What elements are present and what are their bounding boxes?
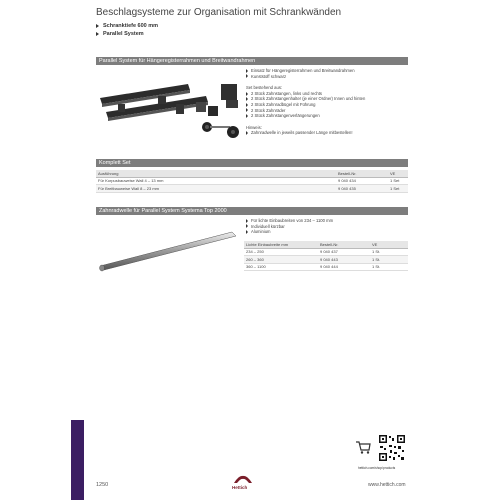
bullet-item: Kunststoff schwarz bbox=[246, 74, 406, 80]
column-header: Ausführung bbox=[96, 170, 336, 177]
table-cell: 9 040 435 bbox=[336, 185, 388, 193]
subtitle-2 bbox=[96, 31, 144, 37]
table-cell: 260 – 360 bbox=[244, 256, 318, 264]
table-cell: 1 St. bbox=[370, 256, 408, 264]
note-heading: Hinweis: bbox=[246, 124, 262, 130]
hettich-logo-icon bbox=[231, 474, 255, 484]
qr-caption: hettich.com/shop/products bbox=[358, 466, 396, 470]
column-header: VE bbox=[370, 241, 408, 248]
bullet-item: Für lichte Einbaubreiten von 234 – 1100 mm bbox=[246, 218, 406, 224]
bullet-item: Aluminium bbox=[246, 229, 406, 235]
table-header-row bbox=[96, 170, 408, 177]
set-item: 2 Stück Zahnradbügel mit Führung bbox=[246, 102, 406, 108]
set-item: 2 Stück Zahnräder bbox=[246, 108, 406, 114]
table-row bbox=[96, 177, 408, 185]
zahnstange-rails bbox=[100, 84, 208, 121]
set-heading: Set bestehend aus: bbox=[246, 85, 283, 91]
table-cell: 1 Set bbox=[388, 177, 408, 185]
gear-wheels bbox=[202, 122, 239, 138]
table-row bbox=[244, 263, 408, 271]
table-cell: 1 St. bbox=[370, 263, 408, 271]
page-number: 1250 bbox=[96, 482, 109, 488]
triangle-bullet-icon bbox=[96, 24, 99, 28]
triangle-bullet-icon bbox=[96, 32, 99, 36]
section1-text bbox=[246, 68, 406, 136]
product-image-zahnradwelle bbox=[96, 220, 242, 274]
bullet-item: Individuell kürzbar bbox=[246, 224, 406, 230]
page-title: Beschlagsysteme zur Organisation mit Schrankwänden bbox=[96, 7, 342, 18]
section3-text bbox=[246, 218, 406, 235]
accent-sidebar bbox=[71, 420, 84, 500]
shopping-cart-icon[interactable] bbox=[355, 440, 371, 454]
table-cell: 1 St. bbox=[370, 248, 408, 256]
table-row bbox=[96, 185, 408, 193]
subtitle-1-text: Schranktiefe 600 mm bbox=[103, 23, 159, 29]
bullet-item: Einsatz für Hängeregisterrahmen und Breitwandrahmen bbox=[246, 68, 406, 74]
table-cell: 9 040 443 bbox=[318, 256, 370, 264]
column-header: Bestell-Nr. bbox=[336, 170, 388, 177]
set-item: 2 Stück Zahnstangenverlängerungen bbox=[246, 113, 406, 119]
subtitle-1 bbox=[96, 23, 158, 29]
column-header: Bestell-Nr. bbox=[318, 241, 370, 248]
table-cell: 360 – 1100 bbox=[244, 263, 318, 271]
table-row bbox=[244, 256, 408, 264]
website-link[interactable]: www.hettich.com bbox=[368, 482, 406, 488]
komplett-set-table bbox=[96, 170, 408, 193]
brand-name: Hettich bbox=[232, 485, 248, 490]
subtitle-2-text: Parallel System bbox=[103, 31, 144, 37]
table-cell: 1 Set bbox=[388, 185, 408, 193]
note-text: Zahnradwelle in jeweils passender Länge mitbestellen! bbox=[246, 130, 406, 136]
section-bar-zahnradwelle: Zahnradwelle für Parallel System Systema Top 2000 bbox=[96, 207, 408, 215]
column-header: Lichte Einbaubreite mm bbox=[244, 241, 318, 248]
set-item: 2 Stück Zahnstangenhalter (je einer Ordner) Innen und hinten bbox=[246, 96, 406, 102]
table-header-row bbox=[244, 241, 408, 248]
section-bar-komplett-set: Komplett Set bbox=[96, 159, 408, 167]
zahnradwelle-table bbox=[244, 241, 408, 271]
table-cell: 9 040 444 bbox=[318, 263, 370, 271]
table-cell: 234 – 250 bbox=[244, 248, 318, 256]
table-row bbox=[244, 248, 408, 256]
table-cell: 9 040 434 bbox=[336, 177, 388, 185]
product-image-parallel-system bbox=[96, 68, 242, 162]
column-header: VE bbox=[388, 170, 408, 177]
table-cell: Für Korpusbauweise Wall 4 – 13 mm bbox=[96, 177, 336, 185]
table-cell: 9 040 437 bbox=[318, 248, 370, 256]
section-bar-parallel-system: Parallel System für Hängeregisterrahmen und Breitwandrahmen bbox=[96, 57, 408, 65]
set-item: 2 Stück Zahnstangen, links und rechts bbox=[246, 91, 406, 97]
qr-code[interactable] bbox=[378, 434, 406, 462]
table-cell: Für Breitbauweise Wall 8 – 23 mm bbox=[96, 185, 336, 193]
